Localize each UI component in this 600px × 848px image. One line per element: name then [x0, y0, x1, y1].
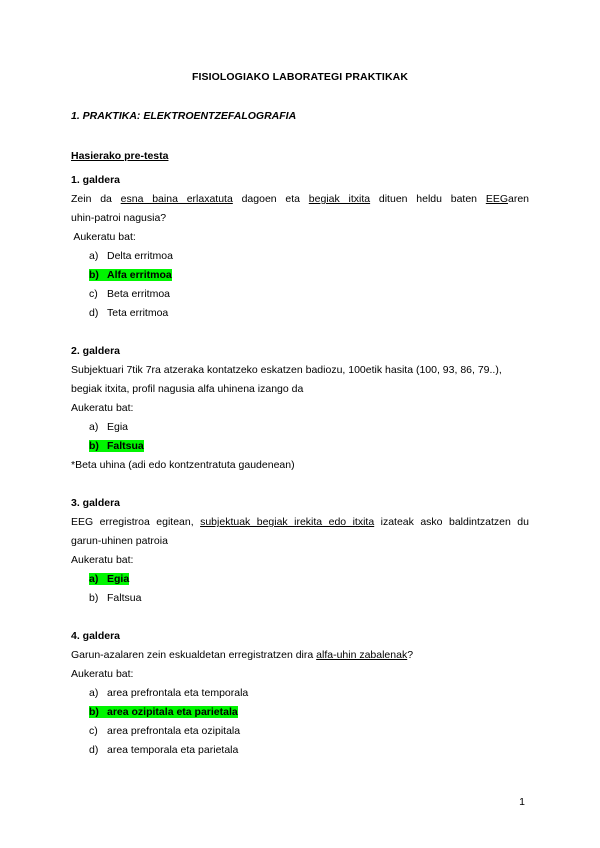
- option-text: Delta erritmoa: [107, 250, 173, 262]
- option-text: Faltsua: [107, 592, 142, 604]
- question-1-text-line-1: [71, 190, 529, 209]
- q4-option-d[interactable]: [71, 741, 529, 760]
- option-text: area prefrontala eta ozipitala: [107, 725, 241, 737]
- q4-text-part: Garun-azalaren zein eskualdetan erregistratzen dira: [71, 649, 317, 661]
- question-3-text-line-2: garun-uhinen patroia: [71, 535, 168, 547]
- option-text: area temporala eta parietala: [107, 744, 239, 756]
- q1-text-part: dituen heldu baten: [370, 193, 486, 205]
- question-4-heading: 4. galdera: [71, 630, 121, 642]
- option-letter: c): [89, 288, 98, 300]
- q1-option-b-correct[interactable]: [71, 266, 529, 285]
- question-3-text-line-1: [71, 513, 529, 532]
- q4-text-part: ?: [407, 649, 414, 661]
- q1-text-part: dagoen eta: [232, 193, 309, 205]
- q1-underlined-phrase: esna baina erlaxatuta: [120, 193, 233, 205]
- q1-text-part: aren: [508, 193, 530, 205]
- question-4-text-line-1: [71, 646, 529, 665]
- question-4-choose-label: Aukeratu bat:: [71, 668, 134, 680]
- q1-option-a[interactable]: [71, 247, 529, 266]
- q1-text-part: Zein da: [71, 193, 121, 205]
- option-text: Faltsua: [107, 440, 144, 452]
- question-2-heading: 2. galdera: [71, 345, 121, 357]
- option-text: Beta erritmoa: [107, 288, 171, 300]
- question-2-note: *Beta uhina (adi edo kontzentratuta gaudenean): [71, 459, 295, 471]
- option-text: area prefrontala eta temporala: [107, 687, 249, 699]
- option-letter: d): [89, 744, 99, 756]
- question-4: [71, 627, 529, 760]
- option-text: Teta erritmoa: [107, 307, 169, 319]
- q1-option-c[interactable]: [71, 285, 529, 304]
- question-3-choose-label: Aukeratu bat:: [71, 554, 134, 566]
- q4-underlined-phrase: alfa-uhin zabalenak: [316, 649, 408, 661]
- q4-option-a[interactable]: [71, 684, 529, 703]
- option-text: area ozipitala eta parietala: [107, 706, 238, 718]
- option-letter: b): [89, 592, 99, 604]
- question-1-heading: 1. galdera: [71, 174, 121, 186]
- q1-underlined-phrase: EEG: [485, 193, 508, 205]
- option-letter: a): [89, 573, 99, 585]
- question-1-choose-label: Aukeratu bat:: [71, 231, 136, 243]
- question-1-text-line-2: uhin-patroi nagusia?: [71, 212, 167, 224]
- option-letter: d): [89, 307, 99, 319]
- option-text: Egia: [107, 573, 130, 585]
- page-number: 1: [519, 796, 525, 808]
- q3-text-part: EEG erregistroa egitean,: [71, 516, 201, 528]
- option-text: Alfa erritmoa: [107, 269, 172, 281]
- option-letter: b): [89, 440, 99, 452]
- option-text: Egia: [107, 421, 129, 433]
- document-title: FISIOLOGIAKO LABORATEGI PRAKTIKAK: [191, 71, 409, 83]
- q3-option-a-correct[interactable]: [71, 570, 529, 589]
- q3-option-b[interactable]: [71, 589, 529, 608]
- q2-option-b-correct[interactable]: [71, 437, 529, 456]
- question-2-text-line-2: begiak itxita, profil nagusia alfa uhinena izango da: [71, 383, 304, 395]
- question-2-text-line-1: Subjektuari 7tik 7ra atzeraka kontatzeko eskatzen badiozu, 100etik hasita (100, 93, 86, 79..),: [71, 364, 502, 376]
- section-heading: Hasierako pre-testa: [71, 150, 169, 162]
- option-letter: c): [89, 725, 98, 737]
- option-letter: a): [89, 421, 99, 433]
- practice-title: 1. PRAKTIKA: ELEKTROENTZEFALOGRAFIA: [71, 110, 297, 122]
- question-2: [71, 342, 529, 475]
- q1-underlined-phrase: begiak itxita: [308, 193, 371, 205]
- question-2-choose-label: Aukeratu bat:: [71, 402, 134, 414]
- q3-text-part: izateak asko baldintzatzen du: [374, 516, 529, 528]
- q1-option-d[interactable]: [71, 304, 529, 323]
- question-3: [71, 494, 529, 608]
- question-3-heading: 3. galdera: [71, 497, 121, 509]
- q4-option-b-correct[interactable]: [71, 703, 529, 722]
- option-letter: b): [89, 269, 99, 281]
- q4-option-c[interactable]: [71, 722, 529, 741]
- q2-option-a[interactable]: [71, 418, 529, 437]
- q3-underlined-phrase: subjektuak begiak irekita edo itxita: [200, 516, 375, 528]
- option-letter: b): [89, 706, 99, 718]
- option-letter: a): [89, 687, 99, 699]
- question-1: [71, 171, 529, 323]
- option-letter: a): [89, 250, 99, 262]
